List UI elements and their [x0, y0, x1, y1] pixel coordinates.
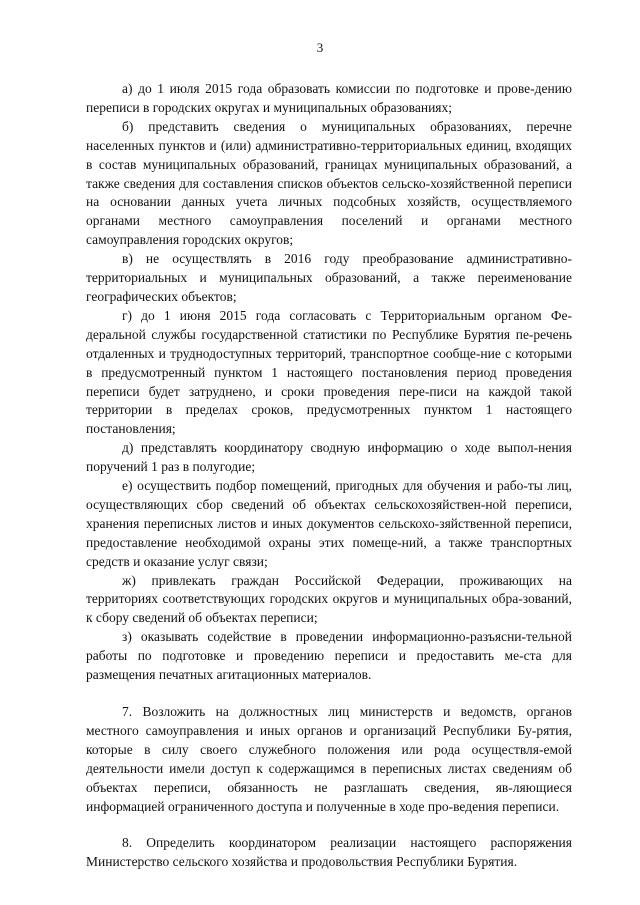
subitem-e-paragraph: е) осуществить подбор помещений, пригодных для обучения и рабо-ты лиц, осуществляющих сбор сведений об объектах сельскохозяйствен-ной переписи, хранения переписных листов и иных документов сельскохо-зяйственной переписи, предоставление необходимой охраны этих помеще-ний, а также транспортных средств и оказание услуг связи; — [86, 478, 572, 569]
subitem-zh-paragraph: ж) привлекать граждан Российской Федерации, проживающих на территориях соответствующих городских округов и муниципальных обра-зований, к сбору сведений об объектах переписи; — [86, 572, 572, 626]
subitem-v-paragraph: в) не осуществлять в 2016 году преобразование административно-территориальных и муниципальных образований, а также переименование географических объектов; — [86, 251, 572, 304]
subitem-d-paragraph: д) представлять координатору сводную информацию о ходе выпол-нения поручений 1 раз в полугодие; — [86, 440, 572, 475]
item-8-paragraph: 8. Определить координатором реализации настоящего распоряжения Министерство сельского хозяйства и продовольствия Республики Бурятия. — [86, 835, 572, 870]
item-7-paragraph: 7. Возложить на должностных лиц министерств и ведомств, органов местного самоуправления и иных органов и организаций Республики Бу-рятия, которые в силу своего служебного положения или рода осуществля-емой деятельности имели доступ к содержащимся в переписных листах сведениям об объектах переписи, обязанность не разглашать сведения, яв-ляющиеся информацией ограниченного доступа и полученные в ходе про-ведения переписи. — [86, 704, 572, 814]
subitem-b-paragraph: б) представить сведения о муниципальных образованиях, перечне населенных пунктов и (или) административно-территориальных единиц, входящих в состав муниципальных образований, границах муниципальных образований, а также сведения для составления списков объектов сельско-хозяйственной переписи на основании данных учета личных подсобных хозяйств, осуществляемого органами местного самоуправления поселений и органами местного самоуправления городских округов; — [86, 118, 572, 248]
document-body — [86, 80, 572, 872]
subitem-z-paragraph: з) оказывать содействие в проведении информационно-разъясни-тельной работы по подготовке и проведению переписи и предоставить ме-ста для размещения печатных агитационных материалов. — [86, 629, 572, 683]
page-number: 3 — [316, 40, 324, 55]
subitem-g-paragraph: г) до 1 июня 2015 года согласовать с Территориальным органом Фе-деральной службы государственной статистики по Республике Бурятия пе-речень отдаленных и труднодоступных территорий, транспортное сообще-ние с которыми в предусмотренный пунктом 1 настоящего постановления период проведения переписи будет затруднено, и сроки проведения пере-писи на каждой такой территории в пределах сроков, предусмотренных пунктом 1 настоящего постановления; — [86, 307, 572, 437]
subitem-a-paragraph: а) до 1 июля 2015 года образовать комиссии по подготовке и прове-дению переписи в городских округах и муниципальных образованиях; — [86, 81, 572, 115]
